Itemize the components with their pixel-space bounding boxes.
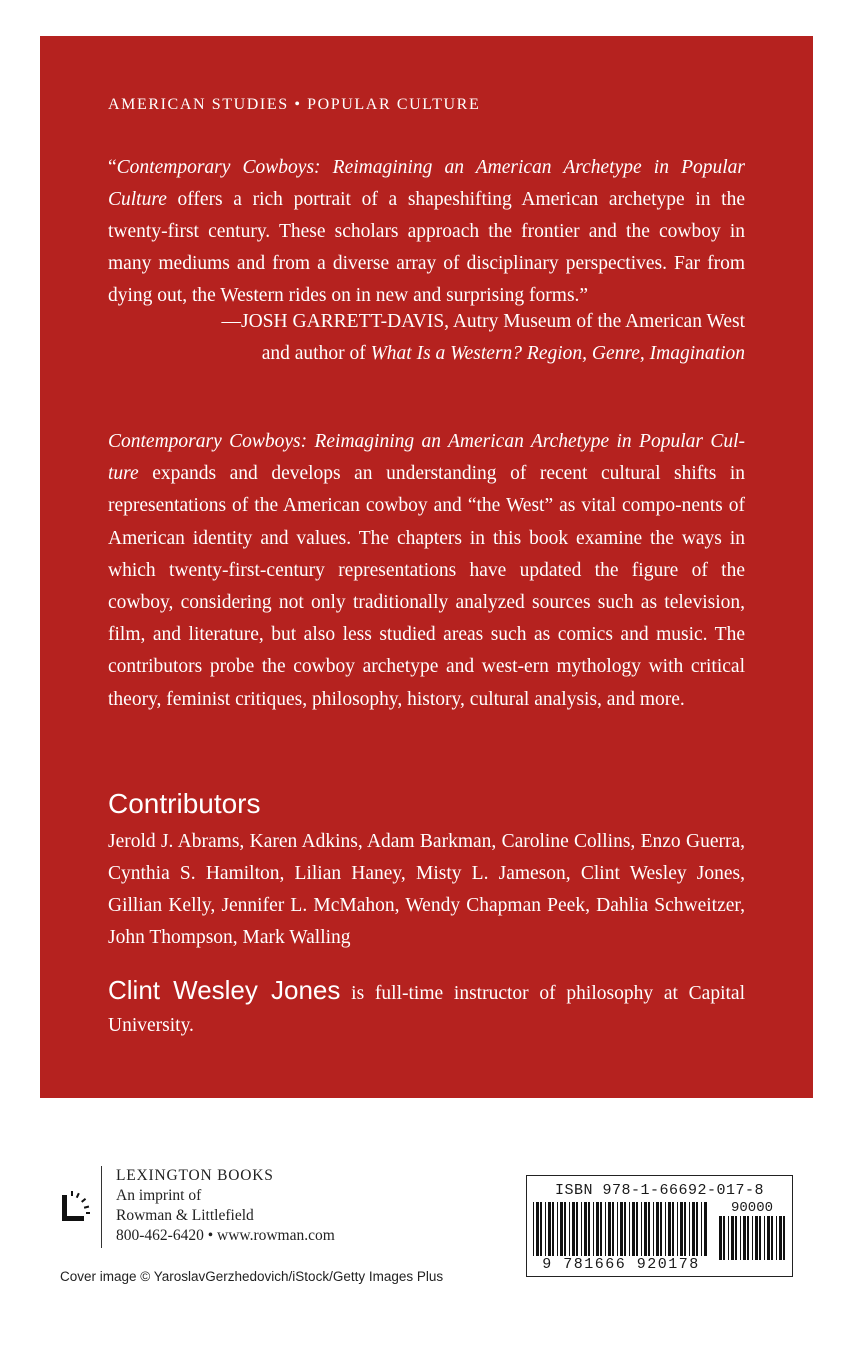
- author-bio-text: is full-time instructor of philosophy at Capital University.: [108, 983, 745, 1036]
- barcode-bar: [540, 1202, 542, 1256]
- barcode-bar: [584, 1202, 587, 1256]
- category-label: AMERICAN STUDIES • POPULAR CULTURE: [108, 96, 481, 113]
- barcode-bar: [588, 1202, 590, 1256]
- barcode-bar: [747, 1216, 749, 1260]
- description-text: expands and develops an understanding of recent cultural shifts in representations of the American cowboy and “the West” as vital compo-nents of American identity and values. The chapters in this book examine the ways in which twenty-first-century representations have updated the figure of the cowboy, considering not only traditionally analyzed sources such as television, film, and literature, but also less studied areas such as comics and music. The contributors probe the cowboy archetype and west-ern mythology with critical theory, feminist critiques, philosophy, history, cultural analysis, and more.: [108, 463, 745, 710]
- barcode-bar: [743, 1216, 746, 1260]
- contributors-heading: Contributors: [108, 788, 261, 819]
- publisher-imprint-line: An imprint of: [116, 1187, 202, 1204]
- barcode-bar: [653, 1202, 654, 1256]
- barcode-bar: [740, 1216, 741, 1260]
- barcode-bar: [719, 1216, 722, 1260]
- author-name: Clint Wesley Jones: [108, 975, 341, 1005]
- barcode-bar: [545, 1202, 546, 1256]
- barcode-bar: [620, 1202, 623, 1256]
- barcode-bar: [576, 1202, 578, 1256]
- quote-text: offers a rich portrait of a shapeshifting American archetype in the twenty-first century. These scholars approach the frontier and the cowboy in many mediums and from a diverse array of disciplinary perspectives. Far from dying out, the Western rides on in new and surprising forms.”: [108, 189, 745, 306]
- quote-book-title: Contemporary Cowboys: Reimagining an American Archetype in Popular Culture: [108, 157, 745, 210]
- barcode-bar: [665, 1202, 666, 1256]
- barcode-bar: [771, 1216, 773, 1260]
- barcode-bar: [672, 1202, 674, 1256]
- barcode-bar: [600, 1202, 602, 1256]
- barcode-bar: [605, 1202, 606, 1256]
- barcode-bars-addon: [719, 1216, 785, 1260]
- contributors-list: Jerold J. Abrams, Karen Adkins, Adam Barkman, Caroline Collins, Enzo Guerra, Cynthia S. Hamilton, Lilian Haney, Misty L. Jameson, Clint Wesley Jones, Gillian Kelly, Jennifer L. McMahon, Wendy Chapman Peek, Dahlia Schweitzer, John Thompson, Mark Walling: [108, 831, 745, 948]
- barcode-bar: [636, 1202, 638, 1256]
- endorsement-quote: [108, 152, 745, 312]
- barcode-bar: [617, 1202, 618, 1256]
- barcode-bar: [728, 1216, 729, 1260]
- barcode-bar: [608, 1202, 611, 1256]
- barcode-bar: [648, 1202, 650, 1256]
- barcode-bar: [755, 1216, 758, 1260]
- barcode-bar: [596, 1202, 599, 1256]
- barcode-bar: [677, 1202, 678, 1256]
- quote-open: “: [108, 157, 117, 178]
- attribution-book-title: What Is a Western? Region, Genre, Imagination: [370, 343, 745, 364]
- barcode-bar: [533, 1202, 534, 1256]
- back-cover-panel: [40, 36, 813, 1098]
- cover-image-credit: Cover image © YaroslavGerzhedovich/iStock/Getty Images Plus: [60, 1269, 444, 1284]
- barcode-bar: [731, 1216, 734, 1260]
- barcode-addon-digits: 90000: [730, 1200, 773, 1216]
- attribution-prefix: and author of: [261, 343, 371, 364]
- barcode-bar: [593, 1202, 594, 1256]
- barcode-bar: [569, 1202, 570, 1256]
- barcode-bar: [779, 1216, 782, 1260]
- barcode-bars-main: [533, 1202, 707, 1256]
- publisher-info: [116, 1166, 335, 1246]
- endorsement-attribution: —JOSH GARRETT-DAVIS, Autry Museum of the American West: [221, 311, 745, 332]
- barcode-bar: [723, 1216, 725, 1260]
- barcode-bar: [764, 1216, 765, 1260]
- barcode-bar: [557, 1202, 558, 1256]
- barcode-bar: [735, 1216, 737, 1260]
- barcode-bar: [612, 1202, 614, 1256]
- barcode-bar: [632, 1202, 635, 1256]
- barcode-bar: [536, 1202, 539, 1256]
- barcode-bar: [704, 1202, 707, 1256]
- barcode-bar: [560, 1202, 563, 1256]
- barcode-bar: [783, 1216, 785, 1260]
- barcode-bar: [696, 1202, 698, 1256]
- barcode-bar: [660, 1202, 662, 1256]
- barcode-bar: [624, 1202, 626, 1256]
- barcode-bar: [644, 1202, 647, 1256]
- publisher-parent: Rowman & Littlefield: [116, 1207, 254, 1224]
- barcode-bar: [629, 1202, 630, 1256]
- barcode-bar: [641, 1202, 642, 1256]
- lexington-sunburst-logo-icon: [58, 1189, 94, 1225]
- publisher-contact: 800-462-6420 • www.rowman.com: [116, 1227, 335, 1244]
- barcode-bar: [701, 1202, 702, 1256]
- publisher-name: LEXINGTON BOOKS: [116, 1167, 274, 1184]
- barcode-bar: [548, 1202, 551, 1256]
- barcode-ean-digits: 9 781666 920178: [542, 1256, 700, 1273]
- barcode-bar: [692, 1202, 695, 1256]
- description-book-title: Contemporary Cowboys: Reimagining an American Archetype in Popular Cul-ture: [108, 431, 745, 485]
- publisher-divider: [101, 1166, 102, 1248]
- barcode-bar: [564, 1202, 566, 1256]
- book-description: [108, 426, 745, 716]
- barcode-bar: [680, 1202, 683, 1256]
- barcode-bar: [581, 1202, 582, 1256]
- endorsement-attribution-author-of: [65, 338, 745, 370]
- isbn-label: ISBN 978-1-66692-017-8: [554, 1182, 765, 1199]
- barcode-bar: [752, 1216, 753, 1260]
- barcode-bar: [668, 1202, 671, 1256]
- barcode-bar: [572, 1202, 575, 1256]
- barcode-bar: [776, 1216, 777, 1260]
- barcode-bar: [767, 1216, 770, 1260]
- barcode-bar: [684, 1202, 686, 1256]
- barcode-bar: [689, 1202, 690, 1256]
- barcode-bar: [656, 1202, 659, 1256]
- barcode-bar: [759, 1216, 761, 1260]
- author-bio: [108, 974, 745, 1042]
- isbn-barcode: [526, 1175, 793, 1277]
- barcode-bar: [552, 1202, 554, 1256]
